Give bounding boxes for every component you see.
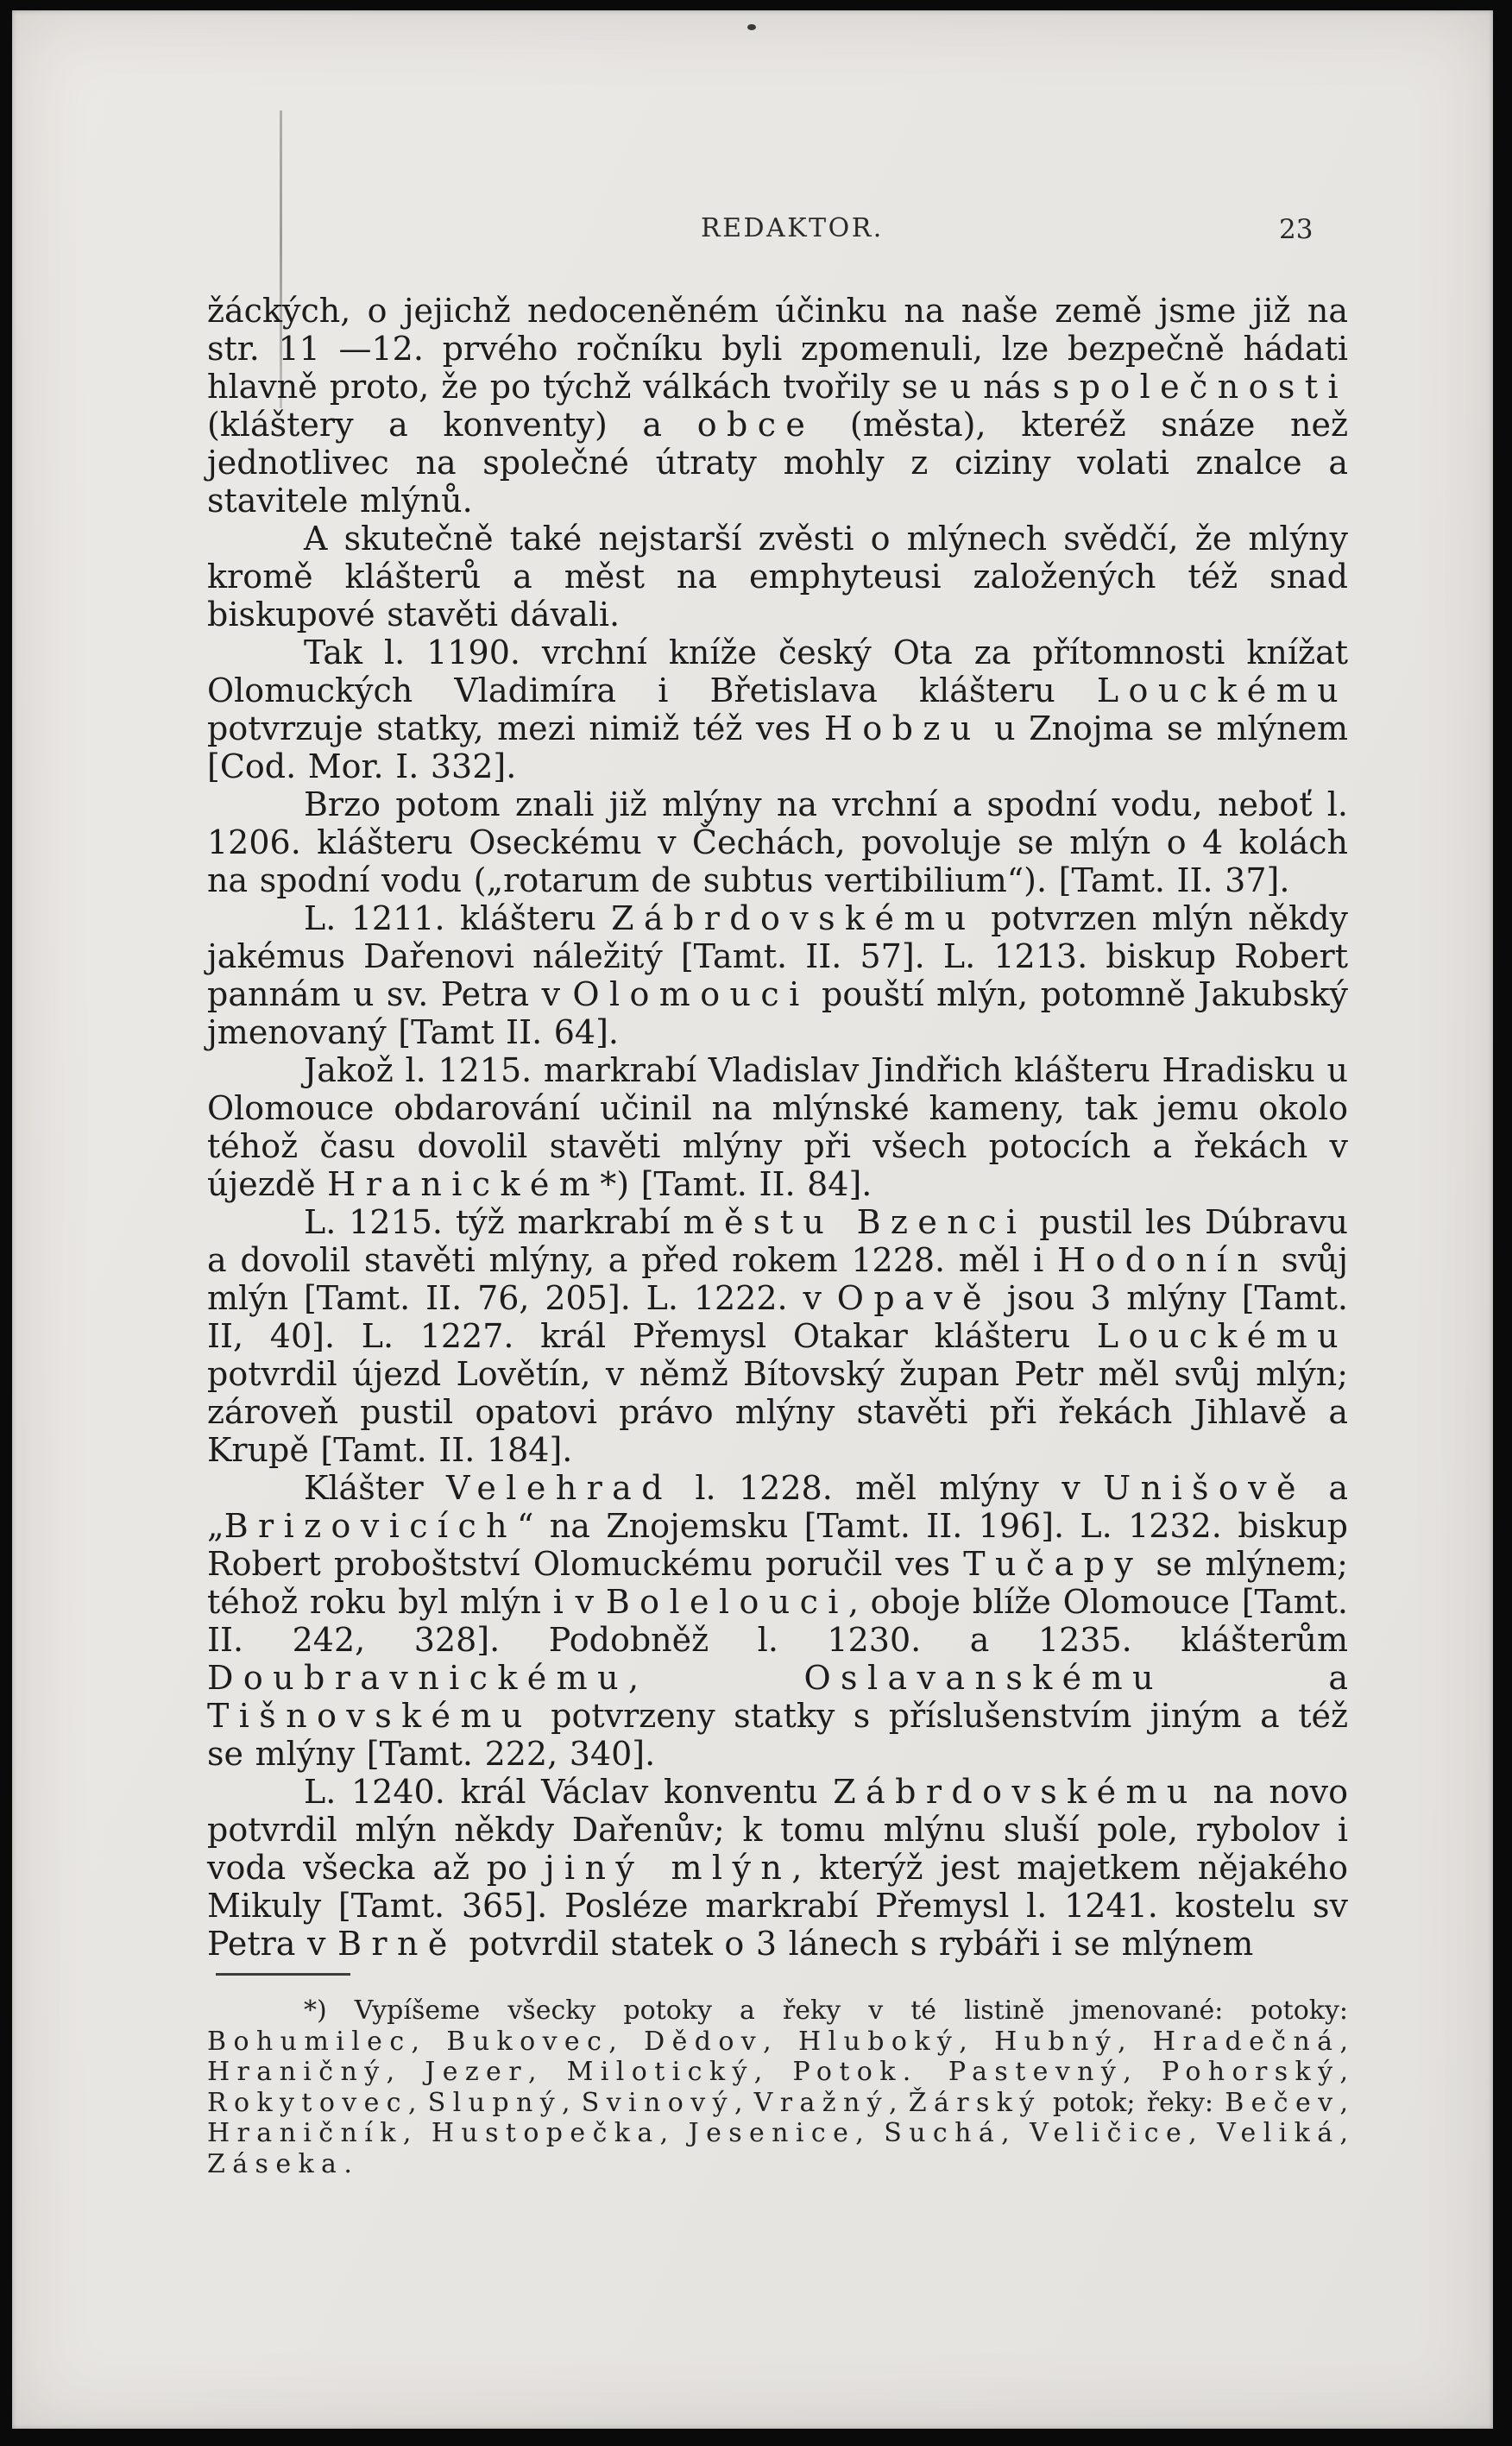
emphasized-run: Hranickém <box>327 1165 601 1203</box>
text-run: , oboje blíže Olomouce [Tamt. II. 242, 328]. Podobněž l. 1230. a 1235. klášterům <box>207 1583 1348 1659</box>
page-number: 23 <box>1279 214 1314 245</box>
emphasized-run: Bohumilec <box>207 2026 412 2057</box>
text-run: , <box>889 2087 909 2118</box>
emphasized-run: Tučapy <box>963 1545 1143 1583</box>
footnote-rule <box>216 1973 350 1976</box>
emphasized-run: Hradečná <box>1152 2026 1340 2057</box>
text-run: a „ <box>207 1469 1348 1545</box>
text-run: svůj mlýn [Tamt. II. 76, 205]. L. 1222. v <box>207 1241 1348 1317</box>
footnote <box>207 1995 1348 2179</box>
paragraph <box>207 520 1348 634</box>
emphasized-run: Žárský <box>908 2087 1042 2118</box>
text-run: , <box>734 2087 754 2118</box>
emphasized-run: Bolelouci <box>605 1583 848 1621</box>
emphasized-run: Opavě <box>836 1279 992 1317</box>
text-run: na novo potvrdil mlýn někdy Dařenův; k tomu mlýnu sluší pole, rybolov i voda všecka až po <box>207 1773 1349 1887</box>
text-run: potvrdil újezd Lovětín, v němž Bítovský župan Petr měl svůj mlýn; zároveň pustil opatovi právo mlýny stavěti při řekách Jihlavě a Krupě [Tamt. II. 184]. <box>207 1355 1348 1469</box>
emphasized-run: městu Bzenci <box>683 1203 1027 1241</box>
emphasized-run: Tišnovskému <box>207 1697 532 1735</box>
text-run: a <box>1162 1659 1348 1697</box>
text-run: potvrzuje statky, mezi nimiž též ves <box>207 709 824 747</box>
text-run: , <box>763 2026 798 2057</box>
text-run: , <box>959 2026 995 2057</box>
text-run: se mlýnem; téhož roku byl mlýn i v <box>207 1545 1348 1621</box>
text-run: , <box>627 1659 804 1697</box>
paragraph <box>207 1773 1348 1963</box>
emphasized-run: Hobzu <box>823 709 981 747</box>
emphasized-run: Louckému <box>1096 671 1348 709</box>
emphasized-run: Milotický <box>566 2057 754 2087</box>
text-run <box>918 2057 948 2087</box>
emphasized-run: Vražný <box>753 2087 890 2118</box>
paragraph <box>207 899 1348 1051</box>
text-run: potok; řeky: <box>1041 2087 1225 2118</box>
text-run: , <box>753 2057 793 2087</box>
text-run: , <box>855 2118 885 2148</box>
text-run: , <box>608 2026 645 2057</box>
emphasized-run: jiný mlýn <box>544 1849 792 1887</box>
scan-speck <box>747 24 756 30</box>
main-text-block <box>207 292 1348 1963</box>
emphasized-run: Pastevný <box>948 2057 1124 2087</box>
emphasized-run: Hraničník <box>207 2118 403 2148</box>
paragraph <box>207 1203 1348 1469</box>
emphasized-run: Hodonín <box>1056 1241 1269 1279</box>
emphasized-run: Slupný <box>427 2087 563 2118</box>
text-run: L. 1215. týž markrabí <box>304 1203 684 1241</box>
text-run: (kláštery a konventy) a <box>207 406 697 444</box>
text-run: , <box>402 2118 432 2148</box>
text-run: , <box>386 2057 425 2087</box>
text-run: jsou 3 mlýny [Tamt. II, 40]. L. 1227. král Přemysl Otakar klášteru <box>207 1279 1348 1355</box>
emphasized-run: Rokytovec <box>207 2087 408 2118</box>
text-run: , <box>527 2057 567 2087</box>
text-run: žáckých, o jejichž nedoceněném účinku na naše země jsme již na str. 11 —12. prvého ročníku byli zpomenuli, lze bezpečně hádati hlavně proto, že po týchž válkách tvořily se u nás <box>207 292 1348 406</box>
emphasized-run: Bukovec <box>446 2026 609 2057</box>
emphasized-run: Olomouci <box>572 975 810 1013</box>
text-run: Tak l. 1190. vrchní kníže český Ota za přítomnosti knížat Olomuckých Vladimíra i Břetislava klášteru <box>207 634 1348 709</box>
emphasized-run: Dědov <box>644 2026 764 2057</box>
text-run: (města), kteréž snáze než jednotlivec na společné útraty mohly z ciziny volati znalce a stavitele mlýnů. <box>207 406 1348 520</box>
text-run: potvrzeny statky s příslušenstvím jiným a též se mlýny [Tamt. 222, 340]. <box>207 1697 1348 1773</box>
text-run: L. 1211. klášteru <box>304 899 612 937</box>
emphasized-run: Brizovicích <box>224 1507 518 1545</box>
emphasized-run: Hraničný <box>207 2057 387 2087</box>
emphasized-run: Jezer <box>425 2057 528 2087</box>
emphasized-run: Jesenice <box>688 2118 856 2148</box>
text-run: , <box>659 2118 689 2148</box>
text-run: *) Vypíšeme všecky potoky a řeky v té listině jmenované: potoky: <box>304 1995 1348 2026</box>
text-run: potvrzen mlýn někdy jakémus Dařenovi náležitý [Tamt. II. 57]. L. 1213. biskup Robert pannám u sv. Petra v <box>207 899 1348 1013</box>
text-run: , <box>1339 2118 1349 2148</box>
text-run: l. 1228. měl mlýny v <box>671 1469 1104 1507</box>
emphasized-run: Hubný <box>994 2026 1118 2057</box>
text-run: , <box>1188 2118 1218 2148</box>
emphasized-run: Zábrdovskému <box>611 899 976 937</box>
text-run: Klášter <box>304 1469 447 1507</box>
paragraph <box>207 1469 1348 1773</box>
text-run: , <box>411 2026 447 2057</box>
emphasized-run: Zábrdovskému <box>833 1773 1198 1811</box>
text-run: , <box>1339 2026 1348 2057</box>
text-run: , <box>408 2087 428 2118</box>
text-run: potvrdil statek o 3 lánech s rybáři i se mlýnem <box>457 1925 1254 1963</box>
text-run: , <box>562 2087 582 2118</box>
text-run: , <box>1118 2026 1153 2057</box>
text-run: Brzo potom znali již mlýny na vrchní a spodní vodu, neboť l. 1206. klášteru Oseckému v Čechách, povoluje se mlýn o 4 kolách na spodní vodu („rotarum de subtus vertibilium“). [Tamt. II. 37]. <box>207 785 1348 899</box>
text-run: “ na Znojemsku [Tamt. II. 196]. L. 1232. biskup Robert proboštství Olomuckému poručil ves <box>207 1507 1348 1583</box>
text-run: , <box>1339 2087 1349 2118</box>
emphasized-run: Bečev <box>1225 2087 1340 2118</box>
paragraph <box>207 785 1348 899</box>
paragraph <box>207 1051 1348 1203</box>
text-run: A skutečně také nejstarší zvěsti o mlýnech svědčí, že mlýny kromě klášterů a měst na emphyteusi založených též snad biskupové stavěti dávali. <box>207 520 1348 634</box>
text-run: Jakož l. 1215. markrabí Vladislav Jindřich klášteru Hradisku u Olomouce obdarování učinil na mlýnské kameny, tak jemu okolo téhož času dovolil stavěti mlýny při všech potocích a řekách v újezdě <box>207 1051 1348 1203</box>
emphasized-run: společnosti <box>1052 368 1348 406</box>
emphasized-run: Hustopečka <box>431 2118 660 2148</box>
emphasized-run: Svinový <box>581 2087 734 2118</box>
emphasized-run: Doubravnickému <box>207 1659 628 1697</box>
paragraph <box>207 292 1348 520</box>
running-title: REDAKTOR. <box>701 213 884 243</box>
text-run: , <box>1123 2057 1162 2087</box>
text-run: , <box>1339 2057 1348 2087</box>
emphasized-run: Velehrad <box>446 1469 672 1507</box>
text-run: pouští mlýn, potomně Jakubský jmenovaný [Tamt II. 64]. <box>207 975 1349 1051</box>
emphasized-run: Záseka. <box>207 2148 360 2179</box>
emphasized-run: Oslavanskému <box>803 1659 1163 1697</box>
emphasized-run: Pohorský <box>1161 2057 1340 2087</box>
paragraph <box>207 634 1348 785</box>
text-run: u Znojma se mlýnem [Cod. Mor. I. 332]. <box>207 709 1349 785</box>
text-run: , kterýž jest majetkem nějakého Mikuly [Tamt. 365]. Posléze markrabí Přemysl l. 1241. kostelu sv Petra v <box>207 1849 1348 1963</box>
emphasized-run: Hluboký <box>797 2026 960 2057</box>
emphasized-run: Louckému <box>1096 1317 1348 1355</box>
emphasized-run: Unišově <box>1103 1469 1306 1507</box>
emphasized-run: Potok. <box>792 2057 918 2087</box>
text-run: L. 1240. král Václav konventu <box>304 1773 834 1811</box>
emphasized-run: Veličice <box>1030 2118 1189 2148</box>
emphasized-run: Veliká <box>1217 2118 1340 2148</box>
text-run: , <box>1001 2118 1030 2148</box>
emphasized-run: Suchá <box>884 2118 1002 2148</box>
emphasized-run: obce <box>696 406 816 444</box>
text-run: *) [Tamt. II. 84]. <box>600 1165 873 1203</box>
emphasized-run: Brně <box>337 1925 457 1963</box>
text-run: pustil les Dúbravu a dovolil stavěti mlýny, a před rokem 1228. měl i <box>207 1203 1348 1279</box>
